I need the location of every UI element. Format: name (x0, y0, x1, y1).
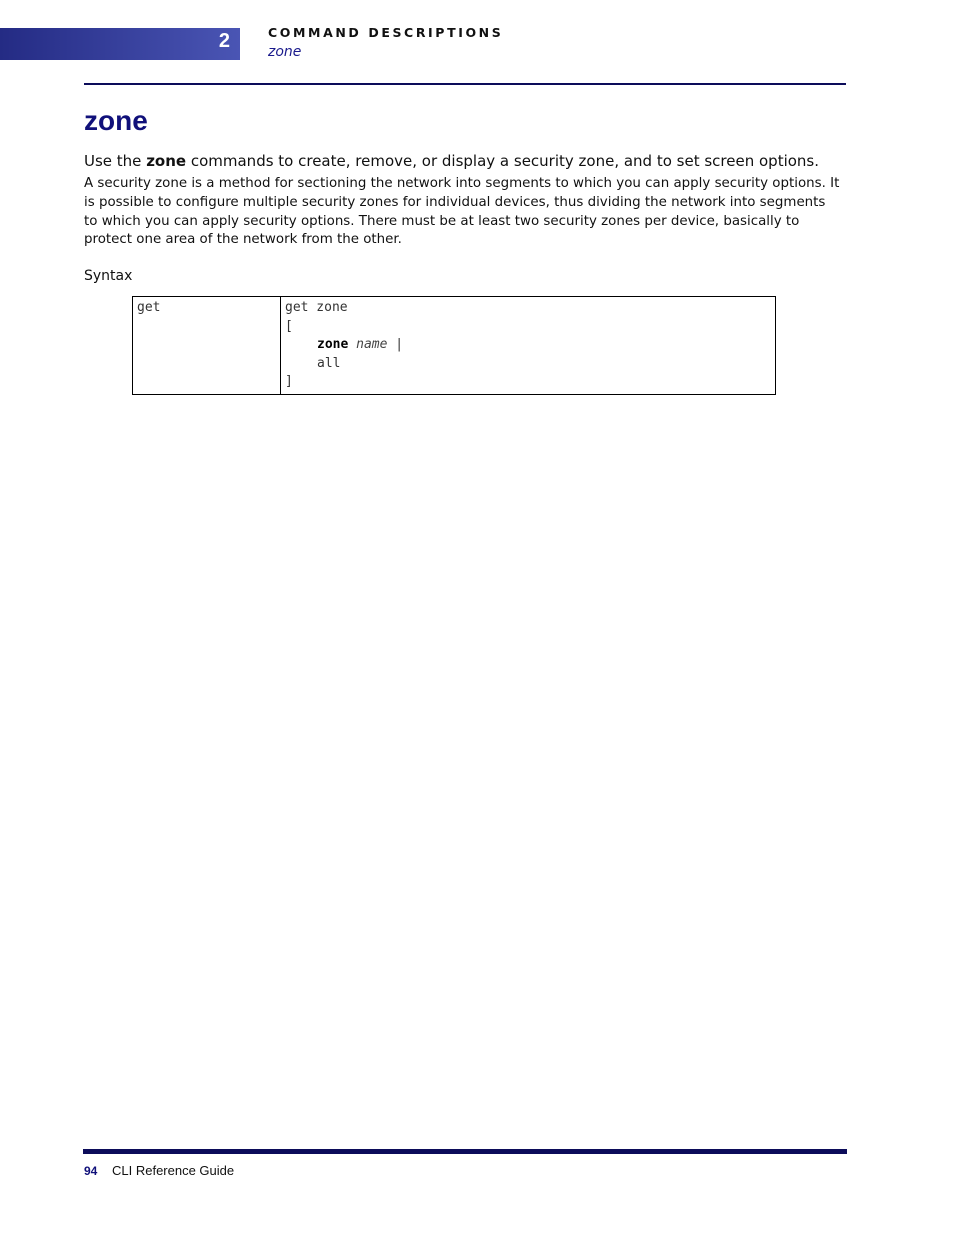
syntax-command: get (137, 300, 161, 315)
syntax-line-get-zone: get zone (285, 300, 348, 315)
running-header-subsection: zone (268, 44, 302, 60)
footer-rule (83, 1149, 847, 1154)
syntax-separator: | (387, 337, 404, 353)
intro-keyword: zone (146, 152, 187, 170)
intro-text-after: commands to create, remove, or display a security zone, and to set screen options. (186, 152, 820, 170)
syntax-row (133, 297, 776, 395)
intro-text-before: Use the (84, 152, 147, 170)
syntax-command-cell (133, 297, 281, 395)
header-rule (84, 83, 846, 85)
syntax-line-zone-name (285, 336, 771, 355)
syntax-open-bracket: [ (285, 318, 293, 334)
page-title: zone (84, 105, 148, 136)
syntax-usage-cell (281, 297, 776, 395)
syntax-close-bracket: ] (285, 374, 293, 390)
footer-guide-title: CLI Reference Guide (112, 1163, 235, 1178)
running-header-section: COMMAND DESCRIPTIONS (268, 25, 504, 40)
description-paragraph: A security zone is a method for sectioning the network into segments to which you can apply security options. It is possible to configure multiple security zones for individual devices, thus dividing the network into segments to which you can apply security options. There must be at least two security zones per device, basically to protect one area of the network from the other. (84, 176, 840, 248)
syntax-heading: Syntax (84, 268, 133, 284)
syntax-line-all: all (317, 355, 341, 371)
footer-page-number: 94 (84, 1164, 98, 1178)
syntax-argument-name: name (356, 337, 388, 353)
chapter-number: 2 (218, 30, 230, 52)
syntax-table (132, 296, 776, 395)
syntax-keyword-zone: zone (317, 337, 349, 353)
intro-paragraph (84, 152, 864, 170)
chapter-tab (0, 28, 240, 60)
